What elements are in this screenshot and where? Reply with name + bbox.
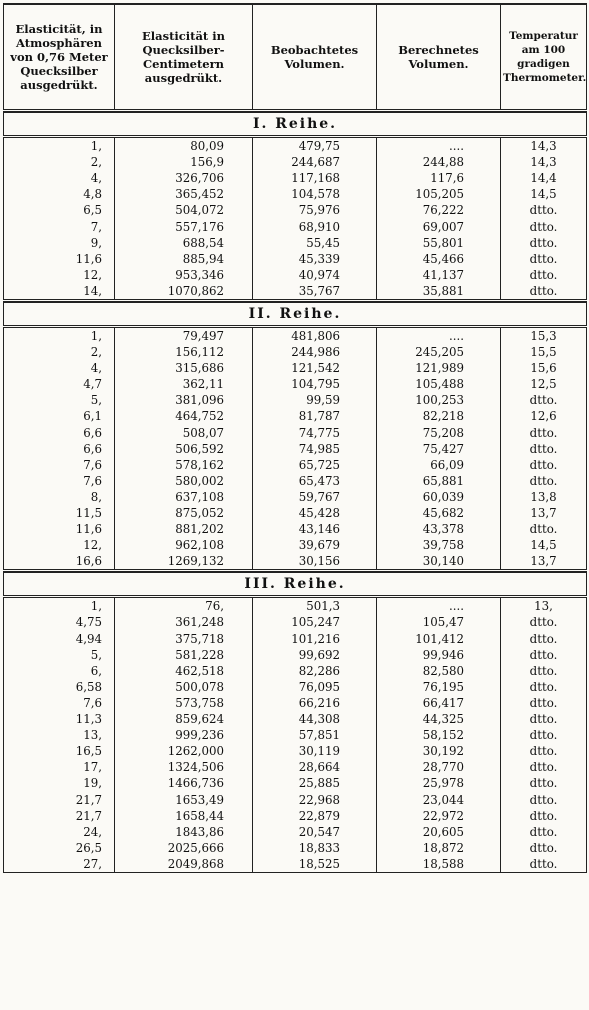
observed-volume-cell: 81,787 bbox=[253, 408, 377, 424]
atmospheres-cell: 12, bbox=[4, 537, 115, 553]
observed-volume-cell: 57,851 bbox=[253, 727, 377, 743]
table-row bbox=[4, 360, 587, 376]
centimeters-cell: 2025,666 bbox=[115, 840, 253, 856]
table-row bbox=[4, 597, 587, 615]
atmospheres-cell: 12, bbox=[4, 267, 115, 283]
atmospheres-cell: 4,8 bbox=[4, 186, 115, 202]
observed-volume-cell: 22,968 bbox=[253, 791, 377, 807]
table-row bbox=[4, 679, 587, 695]
observed-volume-cell: 481,806 bbox=[253, 326, 377, 344]
observed-volume-cell: 59,767 bbox=[253, 489, 377, 505]
observed-volume-cell: 66,216 bbox=[253, 695, 377, 711]
centimeters-cell: 881,202 bbox=[115, 521, 253, 537]
table-row bbox=[4, 743, 587, 759]
centimeters-cell: 557,176 bbox=[115, 218, 253, 234]
atmospheres-cell: 13, bbox=[4, 727, 115, 743]
table-row bbox=[4, 727, 587, 743]
temperature-cell: dtto. bbox=[501, 521, 587, 537]
observed-volume-cell: 45,428 bbox=[253, 505, 377, 521]
atmospheres-cell: 4, bbox=[4, 360, 115, 376]
centimeters-cell: 508,07 bbox=[115, 425, 253, 441]
table-row bbox=[4, 267, 587, 283]
observed-volume-cell: 55,45 bbox=[253, 235, 377, 251]
temperature-cell: 14,5 bbox=[501, 537, 587, 553]
calculated-volume-cell: 99,946 bbox=[377, 647, 501, 663]
observed-volume-cell: 30,119 bbox=[253, 743, 377, 759]
atmospheres-cell: 2, bbox=[4, 154, 115, 170]
calculated-volume-cell: 35,881 bbox=[377, 283, 501, 301]
table-row bbox=[4, 441, 587, 457]
observed-volume-cell: 101,216 bbox=[253, 631, 377, 647]
atmospheres-cell: 14, bbox=[4, 283, 115, 301]
centimeters-cell: 506,592 bbox=[115, 441, 253, 457]
table-row bbox=[4, 283, 587, 301]
temperature-cell: dtto. bbox=[501, 791, 587, 807]
atmospheres-cell: 11,6 bbox=[4, 521, 115, 537]
centimeters-cell: 1658,44 bbox=[115, 808, 253, 824]
table-body bbox=[4, 111, 587, 873]
temperature-cell: dtto. bbox=[501, 727, 587, 743]
calculated-volume-cell: 244,88 bbox=[377, 154, 501, 170]
table-row bbox=[4, 537, 587, 553]
calculated-volume-cell: 66,09 bbox=[377, 457, 501, 473]
centimeters-cell: 504,072 bbox=[115, 202, 253, 218]
observed-volume-cell: 43,146 bbox=[253, 521, 377, 537]
temperature-cell: 13,7 bbox=[501, 553, 587, 571]
table-row bbox=[4, 251, 587, 267]
observed-volume-cell: 28,664 bbox=[253, 759, 377, 775]
table-row bbox=[4, 326, 587, 344]
temperature-cell: 13, bbox=[501, 597, 587, 615]
table-row bbox=[4, 663, 587, 679]
observed-volume-cell: 75,976 bbox=[253, 202, 377, 218]
calculated-volume-cell: .... bbox=[377, 137, 501, 155]
centimeters-cell: 156,9 bbox=[115, 154, 253, 170]
calculated-volume-cell: 105,47 bbox=[377, 614, 501, 630]
temperature-cell: 14,4 bbox=[501, 170, 587, 186]
centimeters-cell: 375,718 bbox=[115, 631, 253, 647]
observed-volume-cell: 45,339 bbox=[253, 251, 377, 267]
atmospheres-cell: 6, bbox=[4, 663, 115, 679]
table-row bbox=[4, 344, 587, 360]
observed-volume-cell: 244,687 bbox=[253, 154, 377, 170]
atmospheres-cell: 8, bbox=[4, 489, 115, 505]
centimeters-cell: 1262,000 bbox=[115, 743, 253, 759]
calculated-volume-cell: 75,427 bbox=[377, 441, 501, 457]
observed-volume-cell: 18,525 bbox=[253, 856, 377, 873]
atmospheres-cell: 16,5 bbox=[4, 743, 115, 759]
calculated-volume-cell: 44,325 bbox=[377, 711, 501, 727]
calculated-volume-cell: 22,972 bbox=[377, 808, 501, 824]
centimeters-cell: 462,518 bbox=[115, 663, 253, 679]
observed-volume-cell: 65,725 bbox=[253, 457, 377, 473]
header-centimeters: Elasticität in Quecksilber-Centimetern ausgedrükt. bbox=[115, 4, 253, 111]
table-row bbox=[4, 759, 587, 775]
atmospheres-cell: 6,58 bbox=[4, 679, 115, 695]
calculated-volume-cell: 105,488 bbox=[377, 376, 501, 392]
centimeters-cell: 2049,868 bbox=[115, 856, 253, 873]
observed-volume-cell: 20,547 bbox=[253, 824, 377, 840]
calculated-volume-cell: 69,007 bbox=[377, 218, 501, 234]
temperature-cell: 15,6 bbox=[501, 360, 587, 376]
observed-volume-cell: 104,578 bbox=[253, 186, 377, 202]
centimeters-cell: 1466,736 bbox=[115, 775, 253, 791]
observed-volume-cell: 117,168 bbox=[253, 170, 377, 186]
centimeters-cell: 953,346 bbox=[115, 267, 253, 283]
calculated-volume-cell: 60,039 bbox=[377, 489, 501, 505]
centimeters-cell: 464,752 bbox=[115, 408, 253, 424]
temperature-cell: dtto. bbox=[501, 743, 587, 759]
temperature-cell: 12,5 bbox=[501, 376, 587, 392]
centimeters-cell: 315,686 bbox=[115, 360, 253, 376]
atmospheres-cell: 11,5 bbox=[4, 505, 115, 521]
centimeters-cell: 573,758 bbox=[115, 695, 253, 711]
calculated-volume-cell: 41,137 bbox=[377, 267, 501, 283]
atmospheres-cell: 9, bbox=[4, 235, 115, 251]
observed-volume-cell: 104,795 bbox=[253, 376, 377, 392]
centimeters-cell: 962,108 bbox=[115, 537, 253, 553]
calculated-volume-cell: 121,989 bbox=[377, 360, 501, 376]
table-row bbox=[4, 218, 587, 234]
table-row bbox=[4, 856, 587, 873]
document-page bbox=[3, 3, 586, 1003]
series-heading-row bbox=[4, 573, 587, 597]
centimeters-cell: 361,248 bbox=[115, 614, 253, 630]
temperature-cell: 14,3 bbox=[501, 154, 587, 170]
table-row bbox=[4, 473, 587, 489]
calculated-volume-cell: 30,192 bbox=[377, 743, 501, 759]
centimeters-cell: 1070,862 bbox=[115, 283, 253, 301]
temperature-cell: dtto. bbox=[501, 473, 587, 489]
header-observed-volume: Beobachtetes Volumen. bbox=[253, 4, 377, 111]
observed-volume-cell: 121,542 bbox=[253, 360, 377, 376]
atmospheres-cell: 6,6 bbox=[4, 425, 115, 441]
header-atmospheres: Elasticität, in Atmosphären von 0,76 Meter Quecksilber ausgedrükt. bbox=[4, 4, 115, 111]
atmospheres-cell: 6,6 bbox=[4, 441, 115, 457]
table-row bbox=[4, 202, 587, 218]
centimeters-cell: 637,108 bbox=[115, 489, 253, 505]
table-row bbox=[4, 489, 587, 505]
atmospheres-cell: 21,7 bbox=[4, 808, 115, 824]
table-row bbox=[4, 186, 587, 202]
observed-volume-cell: 40,974 bbox=[253, 267, 377, 283]
table-header bbox=[4, 4, 587, 111]
calculated-volume-cell: 45,466 bbox=[377, 251, 501, 267]
observed-volume-cell: 501,3 bbox=[253, 597, 377, 615]
table-row bbox=[4, 235, 587, 251]
temperature-cell: dtto. bbox=[501, 775, 587, 791]
temperature-cell: dtto. bbox=[501, 711, 587, 727]
calculated-volume-cell: 20,605 bbox=[377, 824, 501, 840]
table-row bbox=[4, 457, 587, 473]
centimeters-cell: 885,94 bbox=[115, 251, 253, 267]
temperature-cell: dtto. bbox=[501, 759, 587, 775]
observed-volume-cell: 25,885 bbox=[253, 775, 377, 791]
header-calculated-volume: Berechnetes Volumen. bbox=[377, 4, 501, 111]
centimeters-cell: 1653,49 bbox=[115, 791, 253, 807]
atmospheres-cell: 4,75 bbox=[4, 614, 115, 630]
centimeters-cell: 156,112 bbox=[115, 344, 253, 360]
temperature-cell: 12,6 bbox=[501, 408, 587, 424]
table-row bbox=[4, 505, 587, 521]
centimeters-cell: 578,162 bbox=[115, 457, 253, 473]
calculated-volume-cell: 105,205 bbox=[377, 186, 501, 202]
observed-volume-cell: 44,308 bbox=[253, 711, 377, 727]
calculated-volume-cell: 75,208 bbox=[377, 425, 501, 441]
temperature-cell: dtto. bbox=[501, 840, 587, 856]
observed-volume-cell: 68,910 bbox=[253, 218, 377, 234]
calculated-volume-cell: 18,872 bbox=[377, 840, 501, 856]
centimeters-cell: 79,497 bbox=[115, 326, 253, 344]
table-row bbox=[4, 521, 587, 537]
temperature-cell: 15,3 bbox=[501, 326, 587, 344]
centimeters-cell: 365,452 bbox=[115, 186, 253, 202]
atmospheres-cell: 7, bbox=[4, 218, 115, 234]
calculated-volume-cell: 28,770 bbox=[377, 759, 501, 775]
centimeters-cell: 362,11 bbox=[115, 376, 253, 392]
table-row bbox=[4, 695, 587, 711]
atmospheres-cell: 1, bbox=[4, 137, 115, 155]
atmospheres-cell: 5, bbox=[4, 647, 115, 663]
temperature-cell: dtto. bbox=[501, 392, 587, 408]
atmospheres-cell: 5, bbox=[4, 392, 115, 408]
observed-volume-cell: 82,286 bbox=[253, 663, 377, 679]
centimeters-cell: 326,706 bbox=[115, 170, 253, 186]
table-row bbox=[4, 791, 587, 807]
temperature-cell: dtto. bbox=[501, 283, 587, 301]
centimeters-cell: 859,624 bbox=[115, 711, 253, 727]
observed-volume-cell: 244,986 bbox=[253, 344, 377, 360]
calculated-volume-cell: 58,152 bbox=[377, 727, 501, 743]
table-row bbox=[4, 614, 587, 630]
calculated-volume-cell: 101,412 bbox=[377, 631, 501, 647]
observed-volume-cell: 30,156 bbox=[253, 553, 377, 571]
observed-volume-cell: 74,985 bbox=[253, 441, 377, 457]
series-heading-row bbox=[4, 302, 587, 326]
centimeters-cell: 80,09 bbox=[115, 137, 253, 155]
observed-volume-cell: 39,679 bbox=[253, 537, 377, 553]
centimeters-cell: 1269,132 bbox=[115, 553, 253, 571]
observed-volume-cell: 18,833 bbox=[253, 840, 377, 856]
calculated-volume-cell: 100,253 bbox=[377, 392, 501, 408]
observed-volume-cell: 479,75 bbox=[253, 137, 377, 155]
centimeters-cell: 381,096 bbox=[115, 392, 253, 408]
temperature-cell: dtto. bbox=[501, 202, 587, 218]
temperature-cell: dtto. bbox=[501, 457, 587, 473]
centimeters-cell: 581,228 bbox=[115, 647, 253, 663]
atmospheres-cell: 17, bbox=[4, 759, 115, 775]
table-row bbox=[4, 376, 587, 392]
observed-volume-cell: 76,095 bbox=[253, 679, 377, 695]
temperature-cell: dtto. bbox=[501, 218, 587, 234]
temperature-cell: dtto. bbox=[501, 267, 587, 283]
series-heading-row bbox=[4, 113, 587, 137]
atmospheres-cell: 11,6 bbox=[4, 251, 115, 267]
calculated-volume-cell: 25,978 bbox=[377, 775, 501, 791]
series-title: I. Reihe. bbox=[4, 113, 587, 137]
atmospheres-cell: 7,6 bbox=[4, 473, 115, 489]
calculated-volume-cell: 117,6 bbox=[377, 170, 501, 186]
observed-volume-cell: 35,767 bbox=[253, 283, 377, 301]
temperature-cell: dtto. bbox=[501, 824, 587, 840]
table-row bbox=[4, 553, 587, 571]
calculated-volume-cell: 30,140 bbox=[377, 553, 501, 571]
table-row bbox=[4, 137, 587, 155]
temperature-cell: dtto. bbox=[501, 235, 587, 251]
calculated-volume-cell: 55,801 bbox=[377, 235, 501, 251]
atmospheres-cell: 4, bbox=[4, 170, 115, 186]
table-row bbox=[4, 808, 587, 824]
series-title: II. Reihe. bbox=[4, 302, 587, 326]
temperature-cell: dtto. bbox=[501, 695, 587, 711]
temperature-cell: dtto. bbox=[501, 663, 587, 679]
temperature-cell: dtto. bbox=[501, 425, 587, 441]
temperature-cell: dtto. bbox=[501, 647, 587, 663]
calculated-volume-cell: 23,044 bbox=[377, 791, 501, 807]
temperature-cell: 15,5 bbox=[501, 344, 587, 360]
table-row bbox=[4, 775, 587, 791]
centimeters-cell: 500,078 bbox=[115, 679, 253, 695]
temperature-cell: dtto. bbox=[501, 251, 587, 267]
atmospheres-cell: 21,7 bbox=[4, 791, 115, 807]
table-row bbox=[4, 647, 587, 663]
calculated-volume-cell: 76,195 bbox=[377, 679, 501, 695]
calculated-volume-cell: 66,417 bbox=[377, 695, 501, 711]
data-table bbox=[3, 3, 587, 873]
calculated-volume-cell: 43,378 bbox=[377, 521, 501, 537]
temperature-cell: 14,5 bbox=[501, 186, 587, 202]
observed-volume-cell: 65,473 bbox=[253, 473, 377, 489]
atmospheres-cell: 26,5 bbox=[4, 840, 115, 856]
calculated-volume-cell: 39,758 bbox=[377, 537, 501, 553]
series-title: III. Reihe. bbox=[4, 573, 587, 597]
calculated-volume-cell: .... bbox=[377, 597, 501, 615]
centimeters-cell: 999,236 bbox=[115, 727, 253, 743]
calculated-volume-cell: 245,205 bbox=[377, 344, 501, 360]
calculated-volume-cell: 65,881 bbox=[377, 473, 501, 489]
table-row bbox=[4, 170, 587, 186]
calculated-volume-cell: 82,218 bbox=[377, 408, 501, 424]
table-row bbox=[4, 154, 587, 170]
atmospheres-cell: 11,3 bbox=[4, 711, 115, 727]
temperature-cell: 13,8 bbox=[501, 489, 587, 505]
temperature-cell: 14,3 bbox=[501, 137, 587, 155]
centimeters-cell: 580,002 bbox=[115, 473, 253, 489]
atmospheres-cell: 1, bbox=[4, 326, 115, 344]
atmospheres-cell: 27, bbox=[4, 856, 115, 873]
table-row bbox=[4, 392, 587, 408]
atmospheres-cell: 2, bbox=[4, 344, 115, 360]
atmospheres-cell: 7,6 bbox=[4, 457, 115, 473]
calculated-volume-cell: 82,580 bbox=[377, 663, 501, 679]
centimeters-cell: 76, bbox=[115, 597, 253, 615]
table-row bbox=[4, 631, 587, 647]
atmospheres-cell: 4,94 bbox=[4, 631, 115, 647]
temperature-cell: dtto. bbox=[501, 856, 587, 873]
atmospheres-cell: 24, bbox=[4, 824, 115, 840]
atmospheres-cell: 4,7 bbox=[4, 376, 115, 392]
atmospheres-cell: 6,1 bbox=[4, 408, 115, 424]
table-row bbox=[4, 824, 587, 840]
temperature-cell: 13,7 bbox=[501, 505, 587, 521]
table-row bbox=[4, 711, 587, 727]
table-row bbox=[4, 408, 587, 424]
temperature-cell: dtto. bbox=[501, 631, 587, 647]
temperature-cell: dtto. bbox=[501, 441, 587, 457]
calculated-volume-cell: 76,222 bbox=[377, 202, 501, 218]
observed-volume-cell: 22,879 bbox=[253, 808, 377, 824]
atmospheres-cell: 1, bbox=[4, 597, 115, 615]
table-row bbox=[4, 425, 587, 441]
atmospheres-cell: 19, bbox=[4, 775, 115, 791]
temperature-cell: dtto. bbox=[501, 679, 587, 695]
centimeters-cell: 1843,86 bbox=[115, 824, 253, 840]
temperature-cell: dtto. bbox=[501, 808, 587, 824]
observed-volume-cell: 99,59 bbox=[253, 392, 377, 408]
centimeters-cell: 1324,506 bbox=[115, 759, 253, 775]
atmospheres-cell: 7,6 bbox=[4, 695, 115, 711]
observed-volume-cell: 74,775 bbox=[253, 425, 377, 441]
calculated-volume-cell: 45,682 bbox=[377, 505, 501, 521]
observed-volume-cell: 105,247 bbox=[253, 614, 377, 630]
header-temperature: Temperatur am 100 gradigen Thermometer. bbox=[501, 4, 587, 111]
centimeters-cell: 688,54 bbox=[115, 235, 253, 251]
atmospheres-cell: 16,6 bbox=[4, 553, 115, 571]
calculated-volume-cell: .... bbox=[377, 326, 501, 344]
observed-volume-cell: 99,692 bbox=[253, 647, 377, 663]
temperature-cell: dtto. bbox=[501, 614, 587, 630]
centimeters-cell: 875,052 bbox=[115, 505, 253, 521]
table-row bbox=[4, 840, 587, 856]
calculated-volume-cell: 18,588 bbox=[377, 856, 501, 873]
atmospheres-cell: 6,5 bbox=[4, 202, 115, 218]
